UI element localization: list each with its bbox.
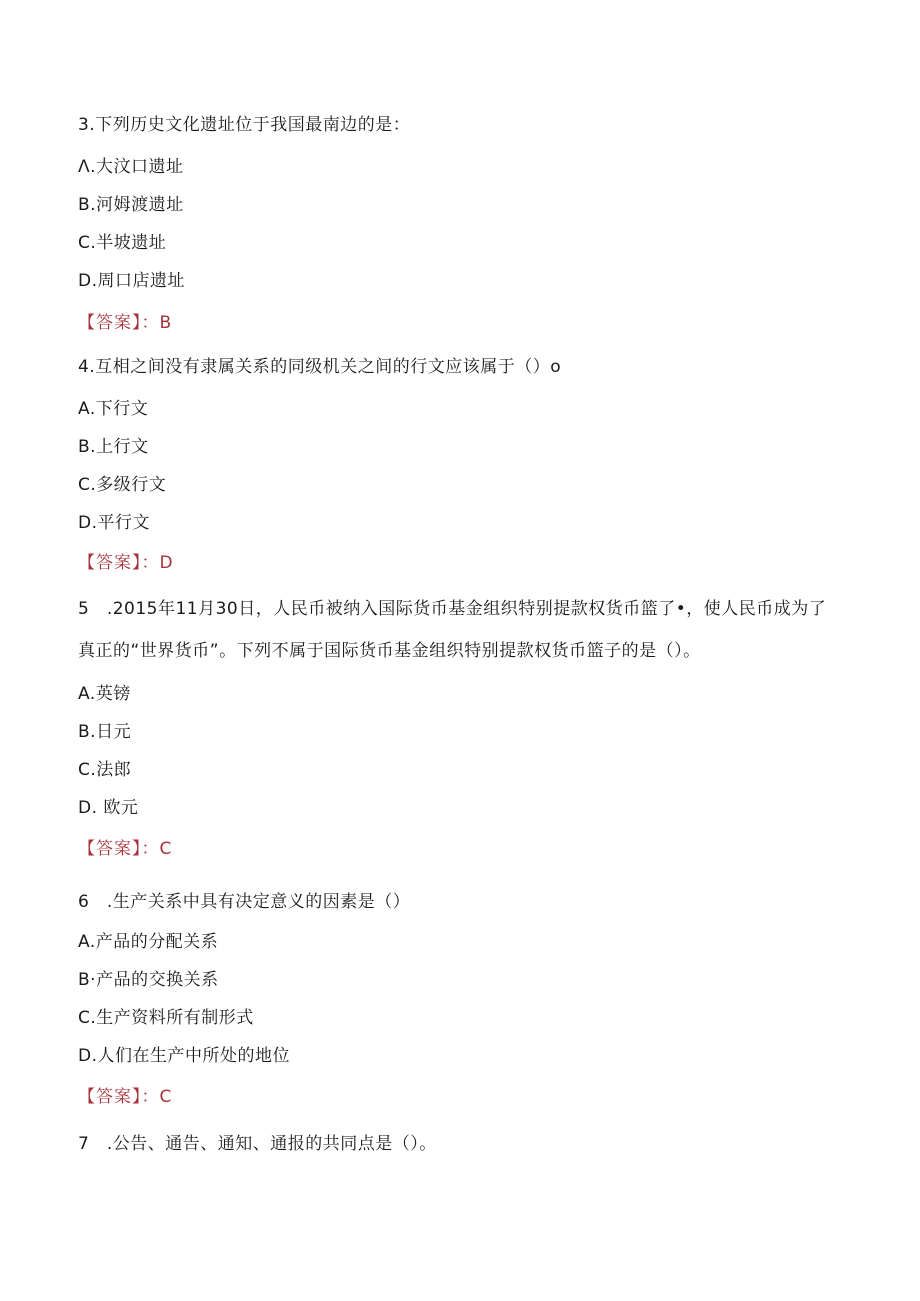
question-4-option-a: A.下行文 xyxy=(78,399,149,419)
question-6-option-c: C.生产资料所有制形式 xyxy=(78,1008,254,1028)
question-6-stem: 6 .生产关系中具有决定意义的因素是（） xyxy=(78,892,411,912)
question-3-option-c: C.半坡遗址 xyxy=(78,233,167,253)
question-5-answer: 【答案】：C xyxy=(78,839,173,859)
question-4-option-c: C.多级行文 xyxy=(78,475,167,495)
question-4-option-d: D.平行文 xyxy=(78,513,150,533)
question-5-option-d: D. 欧元 xyxy=(78,798,139,818)
question-3-option-b: B.河姆渡遗址 xyxy=(78,195,184,215)
question-6-option-a: A.产品的分配关系 xyxy=(78,932,219,952)
question-3-option-d: D.周口店遗址 xyxy=(78,271,185,291)
question-5-stem-line-2: 真正的“世界货币”。下列不属于国际货币基金组织特别提款权货币篮子的是（）。 xyxy=(78,641,701,661)
question-5-stem-line-1: 5 .2015年11月30日，人民币被纳入国际货币基金组织特别提款权货币篮了•，使人民币成为了 xyxy=(78,599,827,619)
question-4-answer: 【答案】：D xyxy=(78,553,174,573)
question-6-answer: 【答案】：C xyxy=(78,1087,173,1107)
question-4-option-b: B.上行文 xyxy=(78,437,149,457)
question-5-option-c: C.法郎 xyxy=(78,760,132,780)
question-6-option-b: B·产品的交换关系 xyxy=(78,970,219,990)
question-5-option-a: A.英镑 xyxy=(78,684,131,704)
question-6-option-d: D.人们在生产中所处的地位 xyxy=(78,1046,290,1066)
question-7-stem: 7 .公告、通告、通知、通报的共同点是（）。 xyxy=(78,1134,437,1154)
question-3-answer: 【答案】：B xyxy=(78,313,173,333)
question-3-option-a: Λ.大汶口遗址 xyxy=(78,157,184,177)
question-5-option-b: B.日元 xyxy=(78,722,132,742)
question-4-stem: 4.互相之间没有隶属关系的同级机关之间的行文应该属于（）o xyxy=(78,357,562,377)
question-3-stem: 3.下列历史文化遗址位于我国最南边的是： xyxy=(78,115,411,135)
